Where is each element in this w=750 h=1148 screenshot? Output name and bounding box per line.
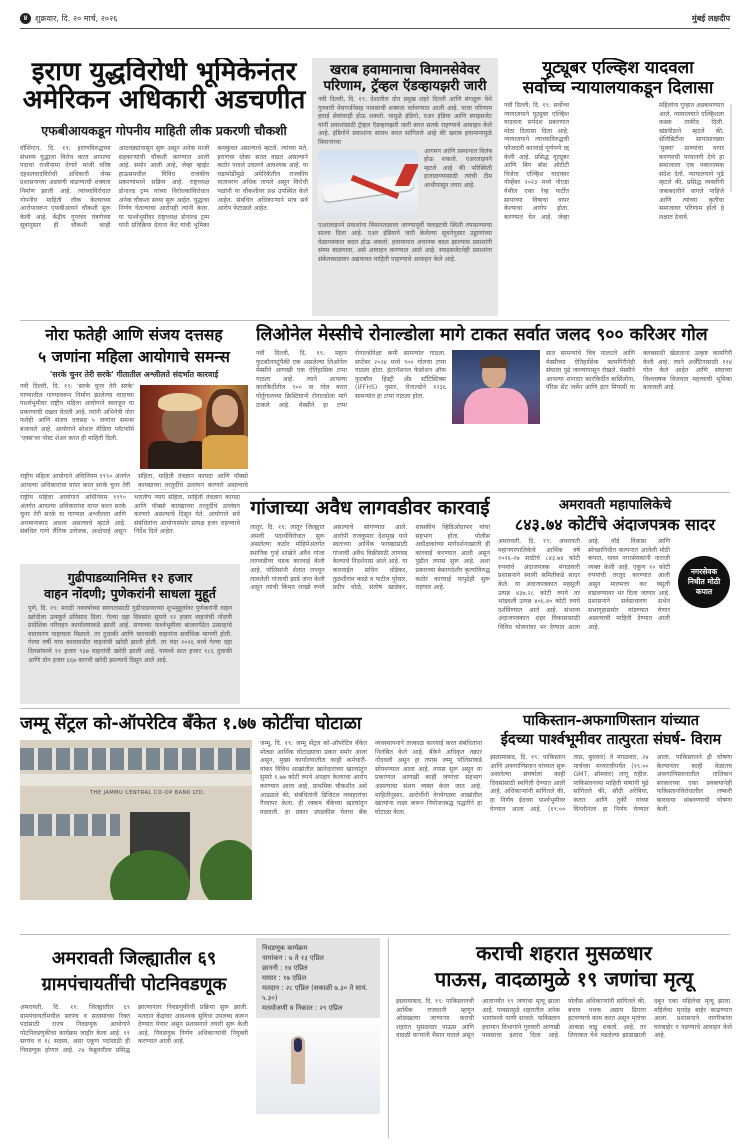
headline-line: परिणाम, ट्रॅव्हल ऍडव्हायझरी जारी (323, 78, 487, 94)
story-nora-subheadline: 'सरके चुनर तेरी सरके' गीतातील अश्लीलते संदर्भात कारवाई (49, 370, 219, 379)
messi-photo (452, 350, 540, 424)
story-amravati-budget-content (498, 538, 732, 704)
schedule-item: माघार : १७ एप्रिल (262, 974, 307, 982)
divider (20, 492, 730, 493)
photo-figure (148, 441, 208, 469)
story-messi-headline: लिओनेल मेस्सीचे रोनाल्डोला मागे टाकत सर्वात जलद ९०० करिअर गोल (256, 325, 708, 345)
voting-ink-photo (256, 1024, 380, 1114)
photo-dress (202, 435, 248, 469)
story-youtuber-body-wrap (504, 102, 732, 312)
headline-line: नोरा फतेही आणि संजय दत्तसह (45, 326, 223, 344)
story-gudhi (20, 564, 240, 704)
story-weather-body-top: नवी दिल्ली, दि. १९: देशातील दोन प्रमुख शहरे दिल्ली आणि बंगळूरू येथे गुरुवारी मेघगर्जनेसह पावसाची शक्यता वर्तवण्यात आली आहे. याचा परिणाम हवाई सेवांवरही होऊ शकतो. यामुळे इंडिगो, एअर इंडिया आणि स्पाइसजेट यांनी प्रवाशांसाठी ट्रॅव्हल ऍडव्हायझरी जारी करत सतर्क राहण्याचे आवाहन केले आहे. इंडिगोने प्रवाशांना सावध करत सांगितले आहे की खराब हवामानामुळे विमानांच्या (318, 96, 492, 146)
headline-line: ईदच्या पार्श्वभूमीवर तात्पुरता संघर्ष- विराम (500, 732, 722, 748)
headline-line: पाकिस्तान-अफगाणिस्तान यांच्यात (522, 713, 700, 729)
story-youtuber-body: नवी दिल्ली, दि. १९: सर्वोच्च न्यायालयाने यूट्यूबर एल्व्हिश यादवला सर्पदंश प्रकरणात मोठा दिलासा दिला आहे. न्यायालयाने त्याच्याविरुद्धची फौजदारी कारवाई पूर्णपणे रद्द केली आहे. प्रसिद्ध यूट्यूबर आणि बिग बॉस ओटीटी विजेता एल्व्हिश यादववर नोव्हेंबर २०२३ मध्ये नोएडा येथील एका रेव्ह पार्टीत सापांच्या विषाचा वापर केल्याचा आरोप होता. करण्यात येत आहे. जेव्हा महिलांना गुन्हात अडकवण्यात आले, न्यायालयाने एल्व्हिशला कडक ताकीद दिली. खंडपीठाने म्हटले की, सेलिब्रिटींना सापांसारख्या 'मुक्या' प्राण्यांचा वापर करण्याची परवानगी देणे हा समाजाला एक नकारात्मक संदेश देतो. न्यायालयाने पुढे म्हटले की, प्रसिद्ध व्यक्तींनी जबाबदारीने वागले पाहिजे आणि त्यांच्या कृतीचा समाजावर परिणाम होतो हे लक्षात ठेवावे. (504, 102, 724, 221)
divider (388, 938, 389, 1138)
bank-building-photo (20, 740, 252, 900)
photo-shirt (464, 388, 528, 424)
story-ganja-headline: गांजाच्या अवैध लागवडीवर कारवाई (250, 497, 490, 519)
photo-band (20, 774, 252, 786)
budget-badge-column (676, 538, 732, 704)
story-messi (256, 324, 732, 490)
divider (20, 708, 730, 709)
page-number-badge: ४ (20, 13, 31, 24)
photo-turban (158, 393, 202, 411)
photo-hair (480, 356, 508, 368)
story-weather-body-bottom: एअरलाइनने प्रवाशांना विमानतळावर जाण्यापूर्वी फ्लाइटची स्थिती तपासण्याचा सल्ला दिला आहे. एअर इंडियाने जारी केलेल्या सूचनेनुसार उड्डाणांच्या वेळापत्रकात बदल होऊ शकतो. हवामानात अचानक बदल झाल्यास प्रवाशांनी संयम बाळगावा, असे आवाहन करण्यात आले आहे. स्पाइसजेटनेही प्रवाशांना संकेतस्थळावर अद्ययावत माहिती पाहण्याचे आवाहन केले आहे. (318, 221, 492, 263)
story-nora (20, 324, 248, 490)
story-iran (20, 58, 308, 316)
divider (20, 320, 730, 321)
story-amravati-grampanchayat (20, 938, 248, 1138)
story-jammu (20, 712, 482, 932)
story-karachi-headline (396, 940, 732, 992)
divider (20, 934, 730, 935)
photo-windows (20, 748, 252, 770)
story-weather (312, 58, 498, 316)
story-amravati-budget (498, 496, 732, 704)
story-amravati-budget-body: अमरावती, दि. १९: अमरावती महानगरपालिकेचे आर्थिक वर्ष २०२६-२७ साठीचे ८४३.७४ कोटी रुपयांचे अंदाजपत्रक मंगळवारी प्रशासनाने स्थायी समितीकडे सादर केले. या अंदाजपत्रकात महसुली उत्पन्न ४३७.२८ कोटी रुपये तर भांडवली उत्पन्न ४०६.४० कोटी रुपये दर्शविण्यात आले आहे. संभाव्य अंदाजपत्रकात शहर विकासासाठी विविध योजनांवर भर देण्यात आला आहे. वॉर्ड विकास आणि स्वेच्छानिधीत कल्पनात आलेली मोठी कपात, यावर नगरसेवकांनी नाराजी व्यक्त केली आहे. एकूण १० कोटी रुपयांची तरतूद करण्यात आली असून मालमत्ता कर वसुली वाढवण्यावर भर दिला जाणार आहे. प्रशासनाने सर्वसाधारण सभेत सभागृहासमोर मांडण्यात येणार असल्याची माहिती देण्यात आली आहे. (498, 538, 670, 631)
story-pak-afghan-body: इस्लामाबाद, दि. १९: पाकिस्तान आणि अफगाणिस्तान यांच्यात सुरू असलेल्या संघर्षाला काही दिवसांसाठी स्थगिती देण्यात आली आहे. अधिकाऱ्यांनी सांगितले की, हा निर्णय ईदच्या पार्श्वभूमीवर घेण्यात आला आहे. (१९:०० तास, बुधवार) ते मंगळवार, २४ मार्चच्या मध्यरात्रीपर्यंत (१९:०० GMT, सोमवार) लागू राहील. पाकिस्तानच्या माहिती मंत्र्यांनी पुढे सांगितले की, सौदी अरेबिया, कतार आणि तुर्की यांच्या विनंतीनंतर हा निर्णय घेण्यात आला. पाकिस्तानने ही घोषणा केल्यानंतर काही वेळातच अफगाणिस्तानातील तालिबान सरकारच्या एका प्रवक्त्यानेही पाकिस्तानविरोधातील लष्करी कारवाया थांबवण्याची घोषणा केली. (490, 754, 732, 813)
headline-line: पाऊस, वादळामुळे १९ जणांचा मृत्यू (434, 967, 694, 991)
airplane-photo (318, 150, 418, 218)
headline-line: यूट्यूबर एल्व्हिश यादवला (542, 58, 694, 78)
story-messi-content (256, 350, 732, 486)
election-schedule-panel (256, 938, 380, 1138)
story-youtuber-headline (504, 58, 732, 98)
headline-line: गुढीपाडव्यानिमित्त १२ हजार (67, 570, 193, 585)
schedule-item: मतमोजणी व निकाल : २९ एप्रिल (262, 1004, 343, 1012)
bank-sign-text: THE JAMMU CENTRAL CO-OP BANK LTD. (90, 790, 206, 796)
story-iran-subheadline: एफबीआयकडून गोपनीय माहिती लीक प्रकरणी चौकशी (41, 123, 287, 138)
story-gudhi-headline (28, 570, 232, 602)
story-messi-body-left: नवी दिल्ली, दि. १९: महान फुटबॉलपटूंपैकी एक असलेल्या लिओनेल मेस्सीने आणखी एक ऐतिहासिक टप्पा गाठला आहे. त्याने आपल्या कारकिर्दीतील ९०० वा गोल करत पोर्तुगालच्या क्रिस्टियानो रोनाल्डोला मागे टाकले आहे. मेस्सीने हा टप्पा रोनाल्डोपेक्षा कमी सामन्यांत गाठला. सप्टेंबर २०२४ मध्ये ९०० गोलचा टप्पा गाठला होता. इंटरनॅशनल फेडरेशन ऑफ फुटबॉल हिस्ट्री अँड स्टॅटिस्टिक्स (IFFHS) नुसार, रोनाल्डोने १२३६ सामन्यांत हा टप्पा गाठला होता. (256, 350, 446, 409)
photo-windows (20, 814, 120, 836)
photo-ink-mark (294, 1038, 302, 1052)
story-messi-body-right: सात सामन्यांचे चित्र पालटले आणि मेस्सीच्या ऐतिहासिक कामगिरीनेही संघाला पुढे जाण्यापासून रोखले. मेस्सीने आपल्या शानदार कारकिर्दीत बार्सिलोना, पॅरिस सेंट जर्मेन आणि इंटर मियामी या क्लबसाठी खेळताना उत्कृष्ट कामगिरी केली आहे. त्याने अर्जेंटिनासाठी ११४ गोल केले आहेत आणि संघाच्या विश्वचषक विजयात महत्त्वाची भूमिका बजावली आहे. (546, 350, 732, 392)
story-nora-body-bottom: राष्ट्रीय महिला आयोगाने अधिनियम १९९० अंतर्गत आपल्या अधिकारांचा वापर करत सरके चुनर तेरी संहिता, माहिती तंत्रज्ञान कायदा आणि पॉक्सो कायद्याच्या तरतुदींचे उल्लंघन करणारे असल्याचे (20, 473, 248, 489)
masthead (20, 10, 730, 26)
headline-line: ५ जणांना महिला आयोगाचे समन्स (38, 348, 230, 366)
schedule-item: छाननी : १४ एप्रिल (262, 964, 308, 972)
story-iran-body: वॉशिंग्टन, दि. १९: इराणविरुद्धच्या संभाव्य युद्धाला विरोध करत आपल्या पदाचा राजीनामा देणारे माजी वरिष्ठ दहशतवादविरोधी अधिकारी जेम्स प्रशासनाच्या अडचणी वाढण्याची शक्यता निर्माण झाली आहे. त्यांच्याविरोधात गोपनीय माहिती लीक केल्याच्या आरोपावरून एफबीआयने चौकशी सुरू केली आहे. केंद्रीय गुप्तचर यंत्रणेच्या सूत्रांनुसार ही चौकशी काही आठवड्यांपासून सुरू असून अनेक माजी सहकाऱ्यांची चौकशी करण्यात आली आहे. समोर आली आहे, जेव्हा व्हाईट हाऊसमधील विविध राजकीय प्रकरणांमध्ये सक्रिय आहे. राष्ट्राध्यक्ष डोनाल्ड ट्रम्प यांच्या विरोधकांविरोधात अनेक चौकशा सध्या सुरू आहेत. युद्धाचा निर्णय घेतल्याचा आरोपही त्यांनी केला. या पार्श्वभूमीवर राष्ट्राध्यक्ष डोनाल्ड ट्रम्प यांनी प्रतिक्रिया देताना केंट यांची भूमिका कमकुवत असल्याचे म्हटले. त्यांच्या मते, इराणचा धोका सतत वाढत असल्याने कठोर पावले उचलणे आवश्यक आहे. या घडामोडींमुळे अमेरिकेतील राजकीय वातावरण अधिक तापले असून विरोधी पक्षांनी या चौकशीवर प्रश्न उपस्थित केले आहेत. संबंधित अधिकाऱ्याने मात्र सर्व आरोप फेटाळले आहेत. (20, 145, 308, 230)
story-weather-body-side: आगमन आणि प्रस्थानात विलंब होऊ शकतो. एअरलाइनने म्हटले आहे की परिस्थिती हाताळण्यासाठी त्यांची टीम आधीपासून तयार आहे. (424, 147, 492, 189)
headline-line: अमेरिकन अधिकारी अडचणीत (22, 85, 306, 115)
story-karachi (396, 938, 732, 1138)
story-ganja-body: लातूर, दि. १९: लातूर जिल्ह्यात अंमली पदार्थविरोधात सुरू असलेल्या कठोर मोहिमेअंतर्गत स्थानिक गुन्हे शाखेने अवैध गांजा लागवडीवर धडक कारवाई केली आहे. पोलिसांनी शेतात लपवून लावलेली गांजाची झाडे जप्त केली असून त्यांची किंमत लाखो रुपये असल्याचे सांगण्यात आले. आरोपी राजकुमार देशमुख याने स्वतःच्या आर्थिक फायद्यासाठी गांजाची अवैध विक्रीसाठी लागवड केल्याचे निदर्शनास आले आहे. या कारवाईत सचिन धोंडेकर, तुळशीराम काळे व पाटील पुरेवार, प्रदीप चोळे, संतोष खाडेकर, शासकीय व्हिडिओग्राफर यांचा सहभाग होता. पोलीस अधीक्षकांच्या मार्गदर्शनाखाली ही कारवाई करण्यात आली असून पुढील तपास सुरू आहे. अशा प्रकारच्या बेकायदेशीर कृत्यांविरुद्ध कठोर कारवाई यापुढेही सुरू राहणार आहे. (250, 524, 490, 592)
headline-line: कराची शहरात मुसळधार (476, 941, 652, 965)
story-jammu-body: जम्मू, दि. १९: जम्मू सेंट्रल को-ऑपरेटिव बँकेत मोठ्या आर्थिक घोटाळ्याचा प्रकार समोर आला असून, मुख्य कार्यालयातील काही कर्मचारी-वांकर विविध शाखांतील खातेदारांच्या खात्यांतून सुमारे १.७७ कोटी रुपये अपहार केल्याचा आरोप करण्यात आला आहे. प्राथमिक चौकशीत असे आढळले की, संबंधितांनी डिजिटल व्यवहारांचा गैरवापर केला. ही रक्कम बँकेच्या खात्यांतून वळवली. हा प्रकार उघडकीस येताच बँक व्यवस्थापनाने तात्काळ कारवाई करत संबंधितांना निलंबित केले आहे. बँकेने अधिकृत तक्रार नोंदवली असून हा तपास जम्मू पोलिसांकडे सोपवण्यात आला आहे. तपास सुरू असून या प्रकरणात आणखी काही जणांचा सहभाग असल्याचा संशय व्यक्त केला जात आहे. माहितीनुसार, आरोपींनी वेगवेगळ्या शाखांतील खात्यांना लक्ष्य करून नियोजनबद्ध पद्धतीने हा घोटाळा केला. (260, 740, 482, 816)
nora-sanjay-photo (140, 385, 248, 469)
story-jammu-content (20, 740, 482, 930)
story-weather-headline (318, 62, 492, 94)
headline-line: ग्रामपंचायतींची पोटनिवडणूक (41, 974, 227, 995)
masthead-left (20, 13, 117, 24)
story-nora-continued (20, 494, 240, 560)
headline-line: अमरावती जिल्ह्यातील ६९ (51, 948, 217, 969)
headline-line: खराब हवामानाचा विमानसेवेवर (330, 62, 480, 78)
story-amravati-grampanchayat-body: अमरावती, दि. १९: जिल्ह्यातील ६९ ग्रामपंचायतींमधील सरपंच व सदस्यांच्या रिक्त पदांसाठी राज्य निवडणूक आयोगाने पोटनिवडणुकीचा कार्यक्रम जाहीर केला आहे. ११ सरपंच व १८ सदस्य, असा एकूण पदांसाठी ही निवडणूक होणार आहे. २४ फेब्रुवारीला प्रसिद्ध झाल्यानंतर निवडणुकीची प्रक्रिया सुरू झाली. मतदान केंद्रांवर आवश्यक सुविधा उपलब्ध करून देण्यात येणार असून प्रशासनाने तयारी सुरू केली आहे. निवडणूक निर्णय अधिकाऱ्यांची नियुक्ती करण्यात आली आहे. (20, 1004, 248, 1054)
story-nora-body-top: नवी दिल्ली, दि. १९: 'सरके चुनर तेरी सरके' गाण्यातील गाण्यावरून निर्माण झालेल्या वादाच्या पार्श्वभूमीवर राष्ट्रीय महिला आयोगाने स्वतःहून या प्रकरणाची दखल घेतली आहे. त्यांनी अभिनेत्री नोरा फतेही आणि संजय दत्तसह ५ जणांना समन्स बजावले आहे. आयोगाने सोशल मीडिया प्लॅटफॉर्म 'एक्स'वर पोस्ट शेअर करत ही माहिती दिली. (20, 383, 134, 442)
story-amravati-grampanchayat-headline (20, 946, 248, 998)
photo-tree (200, 840, 252, 900)
story-amravati-budget-headline (498, 496, 732, 534)
story-gudhi-body: पुणे, दि. १९: मराठी नववर्षाच्या स्वागतासाठी गुढीपाडव्याच्या शुभमुहूर्तावर पुणेकरांनी वाहन खरेदीला उत्स्फूर्त प्रतिसाद दिला. गेल्या दहा दिवसांत सुमारे १२ हजार वाहनांची नोंदणी प्रादेशिक परिवहन कार्यालयाकडे झाली आहे. सणाच्या पार्श्वभूमीवर बाजारपेठेत उत्साहाचे वातावरण पाहायला मिळाले. तर दुचाकी आणि चारचाकी वाहनांना सर्वाधिक मागणी होती. गेल्या वर्षी याच कालावधीत वाहनांची खरेदी झाली होती. तर यंदा २०२६ मध्ये गेल्या दहा दिवसांमध्ये ११ हजार ९३७ वाहनांची खरेदी झाली आहे. यामध्ये सात हजार १८६ दुचाकी आणि दोन हजार ६६७ कारची खरेदी झाल्याचे दिसून आले आहे. (28, 605, 232, 664)
story-jammu-headline: जम्मू सेंट्रल को-ऑपरेटिव बँकेत १.७७ कोटींचा घोटाळा (20, 714, 362, 734)
headline-line: वाहन नोंदणी; पुणेकरांनी साधला मुहूर्त (44, 586, 216, 601)
photo-face (212, 395, 238, 427)
story-ganja (250, 496, 490, 704)
story-pak-afghan-headline (490, 712, 732, 750)
headline-line: अमरावती महापालिकेचे (558, 497, 672, 513)
issue-date: शुक्रवार, दि. २० मार्च, २०२६ (35, 13, 118, 23)
story-nora-headline (20, 324, 248, 368)
headline-line: सर्वोच्च न्यायालयाकडून दिलासा (522, 78, 714, 98)
story-youtuber (504, 58, 732, 316)
story-nora-body-continued: राष्ट्रीय महिला आयोगाने अधिनियम १९९० अंतर्गत आपल्या अधिकारांचा वापर करत सरके चुनर तेरी सरके या गाण्यात अश्लीलता आणि अपमानास्पद आशय असल्याचे म्हटले आहे. संबंधित गाणे लैंगिक उत्तेजक, आक्षेपार्ह असून भारतीय न्याय संहिता, माहिती तंत्रज्ञान कायदा आणि पॉक्सो कायद्याच्या तरतुदींचे उल्लंघन करणारे असल्याचे दिसून येते. आयोगाने सर्व संबंधितांना आयोगासमोर प्रत्यक्ष हजर राहण्याचे निर्देश दिले आहेत. (20, 494, 240, 536)
schedule-item: मतदान : २८ एप्रिल (सकाळी ७.३० ते सायं. ५.३०) (262, 984, 368, 1002)
headline-line: इराण युद्धविरोधी भूमिकेनंतर (31, 58, 297, 87)
election-schedule-box (256, 938, 380, 1018)
story-iran-headline (20, 58, 308, 114)
paper-name: मुंबई लक्षदीप (691, 13, 730, 23)
budget-highlight-badge: नगरसेवक निधीत मोठी कपात (678, 556, 730, 608)
story-youtuber-content (504, 102, 732, 312)
story-pak-afghan (490, 712, 732, 932)
story-karachi-body: इस्लामाबाद, दि. १९: पाकिस्तानची आर्थिक राजधानी म्हणून ओळखल्या जाणाऱ्या कराची शहरात मुसळधार पाऊस आणि वादळी वाऱ्यांनी थैमान घातले असून आतापर्यंत १९ जणांचा मृत्यू झाला आहे. पावसामुळे शहरातील अनेक भागांमध्ये पाणी साचले. पाकिस्तान हवामान विभागाने गुरुवारी आणखी पावसाचा इशारा दिला आहे. पोलीस अधिकाऱ्यांनी सांगितले की, बचाव पथक अद्याप ढिगारा हटवण्याचे काम करत असून मृतांचा आकडा वाढू शकतो. आहे, तर लियाकत येथे पडलेल्या झाडाखाली दबून एका महिलेचा मृत्यू झाला. महिलेचा मृतदेह बाहेर काढण्यात आला. प्रशासनाने नागरिकांना घराबाहेर न पडण्याचे आवाहन केले आहे. (396, 998, 732, 1040)
schedule-title: निवडणूक कार्यक्रम (262, 944, 308, 952)
schedule-item: नामांकन : ७ ते १३ एप्रिल (262, 954, 324, 962)
headline-line: ८४३.७४ कोटींचे अंदाजपत्रक सादर (514, 515, 716, 534)
elvish-yadav-photo (730, 104, 732, 192)
masthead-divider (20, 28, 730, 29)
